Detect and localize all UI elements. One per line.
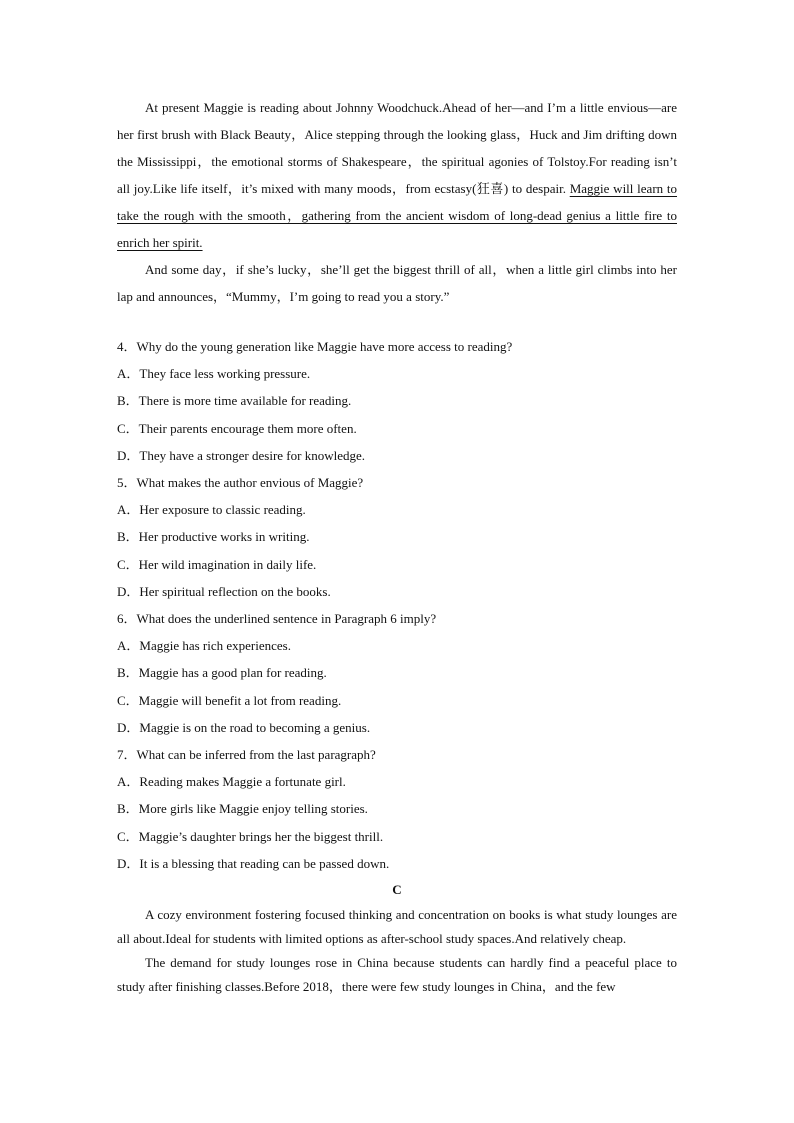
passage-c-paragraph-1: A cozy environment fostering focused thinking and concentration on books is what study lounges are all about.Ideal for students with limited options as after-school study spaces.And relatively cheap. [117, 907, 677, 947]
question-5 [117, 469, 677, 605]
question-4 [117, 333, 677, 469]
question-7 [117, 741, 677, 877]
paragraph-text: At present Maggie is reading about Johnny Woodchuck.Ahead of her—and I’m a little envious—are her first brush with Black Beauty，Alice stepping through the looking glass，Huck and Jim drifting down the Mississippi，the emotional storms of Shakespeare，the spiritual agonies of Tolstoy.For reading isn’t all joy.Like life itself，it’s mixed with many moods，from ecstasy(狂喜) to despair. [117, 100, 677, 196]
option-a: A．Reading makes Maggie a fortunate girl. [117, 774, 346, 790]
option-c: C．Their parents encourage them more often. [117, 420, 357, 436]
question-stem: 7．What can be inferred from the last paragraph? [117, 747, 376, 763]
option-c: C．Maggie’s daughter brings her the biggest thrill. [117, 828, 384, 844]
question-stem: 4．Why do the young generation like Maggie have more access to reading? [117, 339, 513, 354]
option-a: A．Her exposure to classic reading. [117, 502, 306, 518]
passage-paragraph-last: And some day，if she’s lucky，she’ll get the biggest thrill of all，when a little girl climbs into her lap and announces，“Mummy，I’m going to read you a story.” [117, 262, 677, 304]
option-d: D．Maggie is on the road to becoming a genius. [117, 719, 371, 735]
option-c: C．Maggie will benefit a lot from reading. [117, 692, 342, 708]
option-c: C．Her wild imagination in daily life. [117, 556, 317, 572]
section-heading: C [392, 882, 402, 898]
option-b: B．Maggie has a good plan for reading. [117, 665, 327, 681]
option-d: D．Her spiritual reflection on the books. [117, 583, 331, 599]
document-page [117, 94, 677, 999]
option-b: B．There is more time available for reading. [117, 393, 352, 409]
question-stem: 6．What does the underlined sentence in Paragraph 6 imply? [117, 611, 437, 627]
option-a: A．Maggie has rich experiences. [117, 638, 291, 654]
option-d: D．It is a blessing that reading can be passed down. [117, 855, 390, 871]
passage-c-paragraph-2: The demand for study lounges rose in China because students can hardly find a peaceful place to study after finishing classes.Before 2018，there were few study lounges in China，and the few [117, 955, 677, 995]
underlined-sentence: Maggie will learn to take the rough with the smooth，gathering from the ancient wisdom of long-dead genius a little fire to enrich her spirit. [117, 181, 678, 250]
option-b: B．Her productive works in writing. [117, 529, 310, 545]
question-stem: 5．What makes the author envious of Maggie? [117, 475, 364, 491]
option-d: D．They have a stronger desire for knowledge. [117, 447, 365, 463]
question-6 [117, 605, 677, 741]
passage-paragraph [117, 94, 677, 256]
option-a: A．They face less working pressure. [117, 366, 311, 382]
option-b: B．More girls like Maggie enjoy telling stories. [117, 801, 368, 817]
